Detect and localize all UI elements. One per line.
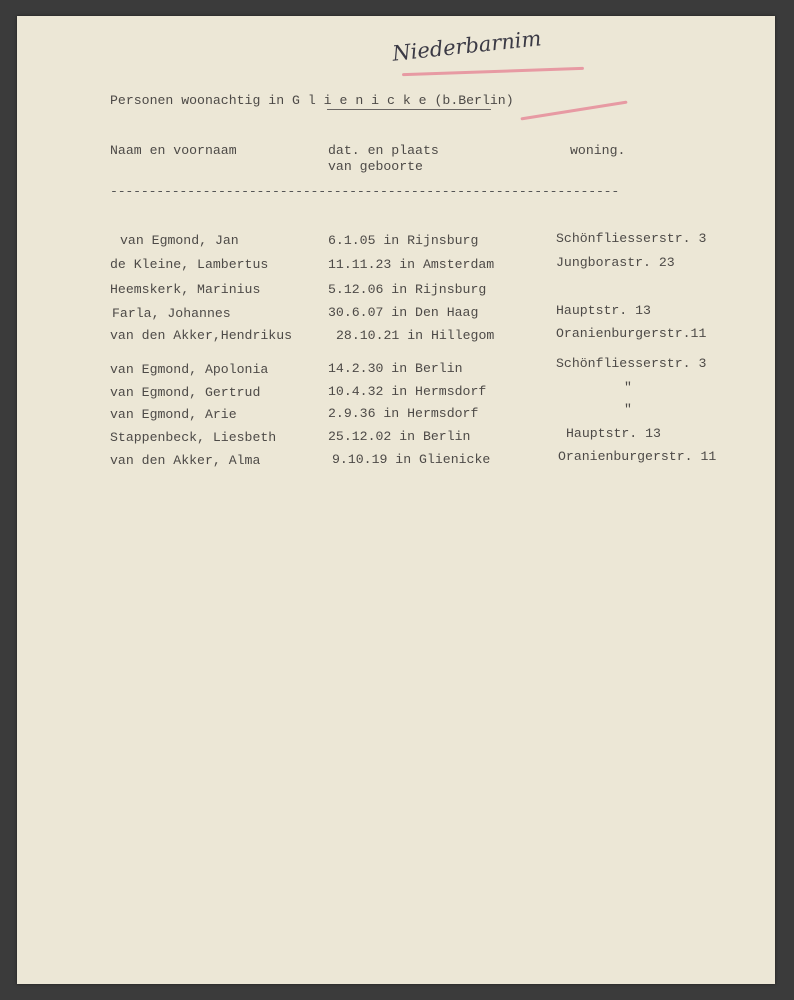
birth-info: 25.12.02 in Berlin: [328, 429, 471, 444]
person-name: van den Akker, Alma: [110, 453, 261, 468]
address: Oranienburgerstr. 11: [558, 449, 717, 464]
column-header-birth-line2: van geboorte: [328, 159, 423, 174]
birth-info: 5.12.06 in Rijnsburg: [328, 282, 487, 297]
address: Schönfliesserstr. 3: [556, 231, 707, 246]
address: ": [624, 402, 632, 417]
title-prefix: Personen woonachtig in: [110, 93, 293, 108]
person-name: Farla, Johannes: [112, 306, 231, 321]
column-header-birth-line1: dat. en plaats: [328, 143, 439, 158]
title-place: G l i e n i c k e: [292, 93, 427, 108]
person-name: Stappenbeck, Liesbeth: [110, 430, 277, 445]
birth-info: 30.6.07 in Den Haag: [328, 305, 479, 320]
page-title: [110, 93, 514, 109]
birth-info: 28.10.21 in Hillegom: [336, 328, 495, 343]
birth-info: 10.4.32 in Hermsdorf: [328, 384, 487, 399]
address: Schönfliesserstr. 3: [556, 356, 707, 371]
address: Hauptstr. 13: [566, 426, 661, 441]
title-place-underline: [327, 109, 491, 110]
person-name: Heemskerk, Marinius: [110, 282, 261, 297]
address: Hauptstr. 13: [556, 303, 651, 318]
birth-info: 6.1.05 in Rijnsburg: [328, 233, 479, 248]
person-name: van Egmond, Apolonia: [110, 362, 269, 377]
person-name: van den Akker,Hendrikus: [110, 328, 293, 343]
birth-info: 14.2.30 in Berlin: [328, 361, 463, 376]
column-header-address: woning.: [570, 143, 626, 158]
column-header-birth: [328, 143, 439, 175]
birth-info: 2.9.36 in Hermsdorf: [328, 406, 479, 421]
header-divider: ------------------------------------------------------------------: [110, 184, 620, 199]
handwritten-note: Niederbarnim: [391, 26, 543, 66]
title-suffix: (b.Berlin): [426, 93, 514, 108]
person-name: van Egmond, Jan: [120, 233, 239, 248]
birth-info: 9.10.19 in Glienicke: [332, 452, 491, 467]
column-header-name: Naam en voornaam: [110, 143, 237, 158]
birth-info: 11.11.23 in Amsterdam: [328, 257, 495, 272]
address: ": [624, 380, 632, 395]
address: Oranienburgerstr.11: [556, 326, 707, 341]
person-name: de Kleine, Lambertus: [110, 257, 269, 272]
person-name: van Egmond, Gertrud: [110, 385, 261, 400]
person-name: van Egmond, Arie: [110, 407, 237, 422]
address: Jungborastr. 23: [556, 255, 675, 270]
